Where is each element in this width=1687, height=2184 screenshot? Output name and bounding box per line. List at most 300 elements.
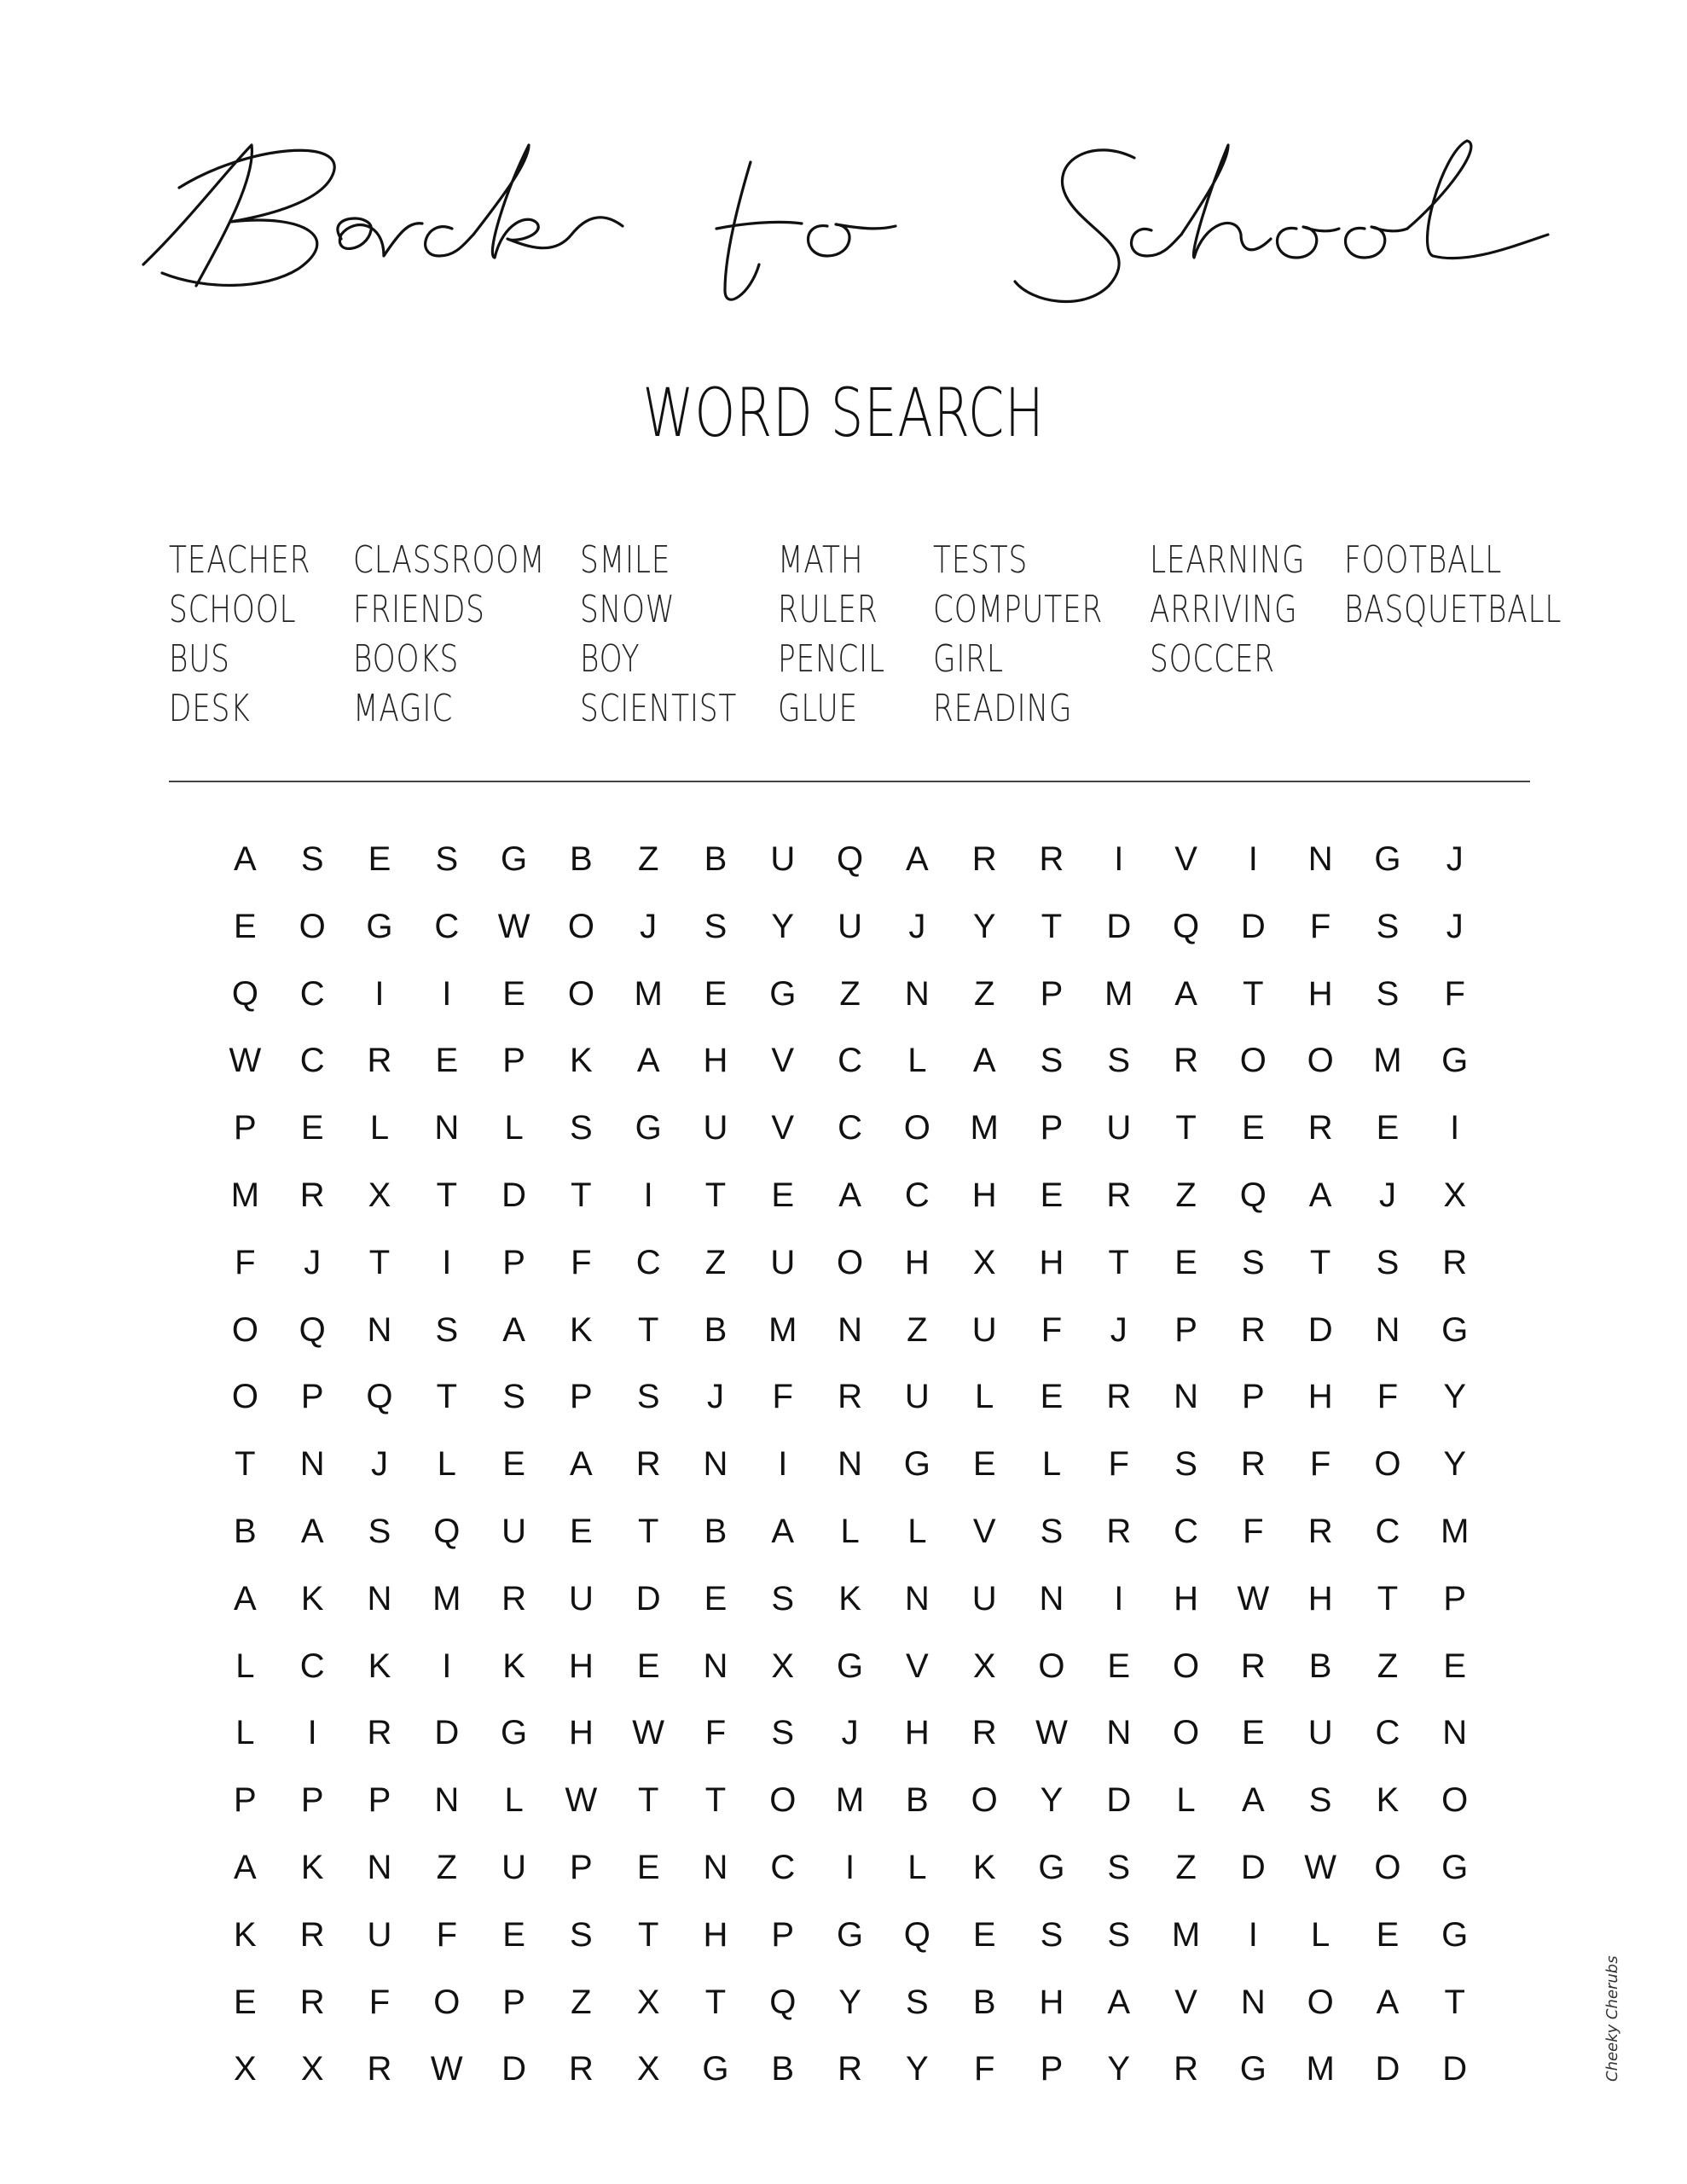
grid-letter: G (1441, 1915, 1469, 1954)
grid-letter: T (571, 1176, 592, 1214)
grid-letter: A (906, 840, 929, 878)
grid-letter: K (368, 1647, 391, 1685)
grid-letter: F (1444, 974, 1465, 1013)
grid-letter: J (1110, 1310, 1128, 1349)
grid-letter: A (838, 1176, 861, 1214)
grid-letter: R (1240, 1310, 1266, 1349)
grid-letter: X (636, 1983, 660, 2021)
grid-letter: Y (1040, 1781, 1064, 1820)
grid-letter: O (567, 907, 594, 945)
grid-letter: Y (771, 907, 795, 945)
grid-letter: S (570, 1915, 593, 1954)
grid-letter: L (504, 1781, 524, 1820)
grid-letter: N (703, 1647, 728, 1685)
grid-letter: Q (366, 1378, 393, 1416)
grid-letter: U (367, 1915, 392, 1954)
grid-letter: Z (1377, 1647, 1399, 1685)
grid-letter: O (769, 1781, 797, 1820)
grid-letter: A (300, 1512, 324, 1550)
grid-letter: L (1311, 1915, 1330, 1954)
grid-letter: O (567, 974, 594, 1013)
grid-letter: O (971, 1781, 998, 1820)
grid-letter: U (703, 1109, 728, 1147)
grid-letter: A (234, 1848, 257, 1886)
grid-letter: M (970, 1109, 999, 1147)
grid-letter: M (230, 1176, 260, 1214)
grid-letter: I (1450, 1109, 1460, 1147)
grid-letter: S (435, 840, 459, 878)
word-search-heading: WORD SEARCH (642, 375, 1045, 452)
grid-letter: L (1041, 1445, 1062, 1484)
grid-letter: Z (839, 974, 861, 1013)
grid-letter: B (704, 840, 728, 878)
grid-letter: N (367, 1579, 392, 1618)
grid-letter: N (367, 1310, 392, 1349)
grid-letter: S (1376, 907, 1400, 945)
grid-letter: T (436, 1176, 457, 1214)
grid-letter: S (502, 1378, 525, 1416)
grid-letter: F (436, 1915, 457, 1954)
word-bank-item: DESK (169, 687, 251, 730)
grid-letter: V (1174, 840, 1197, 878)
word-bank-item: FRIENDS (353, 588, 485, 631)
word-bank-item: READING (933, 687, 1073, 730)
grid-letter: N (904, 974, 930, 1013)
grid-letter: Y (972, 907, 996, 945)
grid-letter: J (304, 1243, 322, 1281)
grid-letter: J (370, 1445, 388, 1484)
divider (169, 781, 1530, 782)
grid-letter: S (570, 1109, 593, 1147)
grid-letter: P (300, 1378, 324, 1416)
grid-letter: E (636, 1848, 660, 1886)
word-bank-item: TESTS (933, 538, 1029, 582)
grid-letter: T (1108, 1243, 1129, 1281)
grid-letter: S (636, 1378, 660, 1416)
grid-letter: E (502, 974, 525, 1013)
grid-letter: G (366, 907, 393, 945)
grid-letter: D (1442, 2050, 1468, 2088)
grid-letter: U (770, 840, 796, 878)
grid-letter: S (1040, 1915, 1064, 1954)
grid-letter: E (1242, 1714, 1265, 1752)
grid-letter: D (501, 2050, 527, 2088)
grid-letter: K (300, 1579, 324, 1618)
grid-letter: Q (1239, 1176, 1267, 1214)
grid-letter: Y (1107, 2050, 1131, 2088)
script-title-lettering (128, 128, 1561, 324)
grid-letter: Q (231, 974, 258, 1013)
grid-letter: P (368, 1781, 391, 1820)
word-bank-column (778, 536, 915, 734)
grid-letter: L (907, 1848, 927, 1886)
grid-letter: E (704, 1579, 728, 1618)
grid-letter: C (434, 907, 460, 945)
grid-letter: E (435, 1042, 459, 1080)
grid-letter: E (1040, 1176, 1064, 1214)
grid-letter: D (434, 1714, 460, 1752)
grid-letter: H (1307, 1579, 1333, 1618)
grid-letter: L (840, 1512, 860, 1550)
grid-letter: V (972, 1512, 996, 1550)
grid-letter: N (367, 1848, 392, 1886)
grid-letter: T (1377, 1579, 1399, 1618)
grid-letter: R (1240, 1445, 1266, 1484)
grid-letter: J (706, 1378, 724, 1416)
word-bank-item: CLASSROOM (353, 538, 546, 582)
grid-letter: E (636, 1647, 660, 1685)
grid-letter: U (904, 1378, 930, 1416)
word-bank-item: SCIENTIST (580, 687, 738, 730)
grid-letter: B (704, 1512, 728, 1550)
grid-letter: I (643, 1176, 653, 1214)
grid-letter: M (634, 974, 663, 1013)
grid-letter: O (231, 1378, 258, 1416)
grid-letter: I (1114, 1579, 1124, 1618)
grid-letter: R (1307, 1109, 1333, 1147)
grid-letter: Z (973, 974, 995, 1013)
grid-letter: S (771, 1579, 795, 1618)
grid-letter: F (1309, 907, 1331, 945)
grid-letter: E (1107, 1647, 1131, 1685)
word-bank-item: BOY (580, 637, 641, 681)
word-bank-column (1344, 536, 1623, 635)
grid-letter: O (1307, 1983, 1334, 2021)
grid-letter: H (1307, 1378, 1333, 1416)
grid-letter: I (1114, 840, 1124, 878)
grid-letter: U (838, 907, 863, 945)
grid-letter: E (300, 1109, 324, 1147)
grid-letter: F (973, 2050, 995, 2088)
grid-letter: G (769, 974, 797, 1013)
grid-letter: Y (838, 1983, 861, 2021)
grid-letter: K (1376, 1781, 1400, 1820)
grid-letter: T (637, 1310, 659, 1349)
grid-letter: G (635, 1109, 662, 1147)
grid-letter: X (771, 1647, 795, 1685)
grid-letter: G (501, 1714, 528, 1752)
grid-letter: C (770, 1848, 796, 1886)
grid-letter: I (1248, 1915, 1258, 1954)
grid-letter: A (570, 1445, 593, 1484)
grid-letter: T (1444, 1983, 1465, 2021)
grid-letter: W (565, 1781, 598, 1820)
grid-letter: S (1376, 974, 1400, 1013)
grid-letter: X (368, 1176, 391, 1214)
grid-letter: S (1107, 1848, 1131, 1886)
grid-letter: X (1443, 1176, 1467, 1214)
grid-letter: Q (769, 1983, 797, 2021)
grid-letter: C (1375, 1714, 1400, 1752)
grid-letter: M (1441, 1512, 1470, 1550)
grid-letter: G (501, 840, 528, 878)
grid-letter: H (703, 1042, 728, 1080)
grid-letter: V (771, 1042, 795, 1080)
grid-letter: E (972, 1915, 996, 1954)
word-bank-column (353, 536, 600, 734)
word-bank-item: COMPUTER (933, 588, 1104, 631)
grid-letter: B (704, 1310, 728, 1349)
grid-letter: J (908, 907, 926, 945)
word-bank-item: FOOTBALL (1344, 538, 1503, 582)
word-bank-item: LEARNING (1150, 538, 1306, 582)
grid-letter: C (838, 1109, 863, 1147)
grid-letter: G (837, 1647, 864, 1685)
grid-letter: R (971, 1714, 997, 1752)
grid-letter: N (1039, 1579, 1064, 1618)
grid-letter: S (906, 1983, 929, 2021)
grid-letter: P (570, 1378, 593, 1416)
grid-letter: N (1375, 1310, 1400, 1349)
grid-letter: Y (1443, 1378, 1467, 1416)
grid-letter: R (299, 1176, 325, 1214)
grid-letter: K (972, 1848, 996, 1886)
grid-letter: R (1039, 840, 1064, 878)
grid-letter: U (770, 1243, 796, 1281)
grid-letter: H (568, 1647, 594, 1685)
grid-letter: F (1309, 1445, 1331, 1484)
grid-letter: T (368, 1243, 391, 1281)
grid-letter: X (636, 2050, 660, 2088)
grid-letter: W (497, 907, 530, 945)
grid-letter: E (570, 1512, 593, 1550)
grid-letter: E (502, 1915, 525, 1954)
grid-letter: P (502, 1243, 525, 1281)
grid-letter: E (234, 1983, 257, 2021)
grid-letter: N (838, 1310, 863, 1349)
grid-letter: H (1307, 974, 1333, 1013)
grid-letter: S (1107, 1915, 1131, 1954)
grid-letter: C (904, 1176, 930, 1214)
letter-grid (212, 826, 1488, 2103)
word-bank (169, 536, 1562, 749)
grid-letter: Z (637, 840, 659, 878)
grid-letter: U (971, 1310, 997, 1349)
grid-letter: T (1309, 1243, 1331, 1281)
grid-letter: E (1443, 1647, 1467, 1685)
grid-letter: F (235, 1243, 256, 1281)
grid-letter: O (1307, 1042, 1334, 1080)
grid-letter: F (1108, 1445, 1129, 1484)
word-bank-column (169, 536, 351, 734)
grid-letter: X (972, 1647, 996, 1685)
word-bank-item: MAGIC (353, 687, 454, 730)
grid-letter: L (907, 1512, 927, 1550)
grid-letter: R (971, 840, 997, 878)
grid-letter: T (704, 1781, 727, 1820)
grid-letter: P (502, 1042, 525, 1080)
grid-letter: L (235, 1714, 255, 1752)
grid-letter: B (771, 2050, 795, 2088)
grid-letter: L (975, 1378, 994, 1416)
grid-letter: P (234, 1109, 257, 1147)
grid-letter: P (234, 1781, 257, 1820)
grid-letter: M (1306, 2050, 1335, 2088)
grid-letter: Q (299, 1310, 326, 1349)
word-bank-item: TEACHER (169, 538, 311, 582)
grid-letter: O (903, 1109, 930, 1147)
grid-letter: E (1376, 1109, 1400, 1147)
grid-letter: H (1039, 1243, 1064, 1281)
grid-letter: S (368, 1512, 391, 1550)
grid-letter: H (1174, 1579, 1198, 1618)
grid-letter: O (1374, 1445, 1401, 1484)
grid-letter: E (368, 840, 391, 878)
grid-letter: T (637, 1781, 659, 1820)
grid-letter: N (904, 1579, 930, 1618)
grid-letter: S (1242, 1243, 1265, 1281)
grid-letter: G (1374, 840, 1401, 878)
grid-letter: O (1374, 1848, 1401, 1886)
grid-letter: A (234, 840, 257, 878)
grid-letter: Z (1175, 1848, 1197, 1886)
grid-letter: C (838, 1042, 863, 1080)
grid-letter: L (437, 1445, 456, 1484)
grid-letter: K (570, 1310, 593, 1349)
grid-letter: R (635, 1445, 661, 1484)
grid-letter: R (838, 1378, 863, 1416)
grid-letter: O (1172, 1647, 1200, 1685)
grid-letter: N (838, 1445, 863, 1484)
grid-letter: S (1040, 1042, 1064, 1080)
grid-letter: P (1443, 1579, 1467, 1618)
grid-letter: E (972, 1445, 996, 1484)
grid-letter: X (234, 2050, 257, 2088)
grid-letter: U (501, 1848, 527, 1886)
grid-letter: O (231, 1310, 258, 1349)
grid-letter: Y (1443, 1445, 1467, 1484)
grid-letter: O (1441, 1781, 1469, 1820)
word-bank-item: SCHOOL (169, 588, 297, 631)
grid-letter: K (234, 1915, 257, 1954)
grid-letter: A (636, 1042, 660, 1080)
grid-letter: F (772, 1378, 793, 1416)
grid-letter: W (1304, 1848, 1337, 1886)
grid-letter: I (778, 1445, 788, 1484)
grid-letter: A (1107, 1983, 1131, 2021)
grid-letter: F (704, 1714, 727, 1752)
grid-letter: S (1376, 1243, 1400, 1281)
word-bank-item: RULER (778, 588, 878, 631)
grid-letter: G (1239, 2050, 1267, 2088)
grid-letter: S (1107, 1042, 1131, 1080)
grid-letter: P (502, 1983, 525, 2021)
grid-letter: T (704, 1983, 727, 2021)
grid-letter: L (235, 1647, 255, 1685)
grid-letter: B (234, 1512, 257, 1550)
grid-letter: A (1376, 1983, 1400, 2021)
grid-letter: F (571, 1243, 592, 1281)
grid-letter: G (903, 1445, 930, 1484)
grid-letter: Y (906, 2050, 929, 2088)
grid-letter: M (1373, 1042, 1402, 1080)
grid-letter: U (1307, 1714, 1333, 1752)
grid-letter: Z (571, 1983, 592, 2021)
word-bank-item: BASQUETBALL (1344, 588, 1562, 631)
grid-letter: S (704, 907, 728, 945)
grid-letter: Q (903, 1915, 930, 1954)
word-bank-item: SMILE (580, 538, 671, 582)
grid-letter: D (1106, 1781, 1132, 1820)
grid-letter: T (235, 1445, 256, 1484)
grid-letter: C (1375, 1512, 1400, 1550)
grid-letter: D (635, 1579, 661, 1618)
grid-letter: T (1243, 974, 1264, 1013)
word-bank-item: BUS (169, 637, 230, 681)
grid-letter: J (1446, 907, 1464, 945)
grid-letter: B (906, 1781, 929, 1820)
grid-letter: T (1041, 907, 1063, 945)
grid-letter: A (234, 1579, 257, 1618)
grid-letter: O (837, 1243, 864, 1281)
grid-letter: I (442, 1243, 452, 1281)
grid-letter: E (1242, 1109, 1265, 1147)
grid-letter: Z (907, 1310, 928, 1349)
word-bank-column (580, 536, 781, 734)
grid-letter: K (300, 1848, 324, 1886)
grid-letter: R (1174, 1042, 1198, 1080)
grid-letter: W (1035, 1714, 1068, 1752)
grid-letter: D (1375, 2050, 1400, 2088)
credit-text: Cheeky Cherubs (1603, 1955, 1621, 2082)
grid-letter: C (299, 1647, 325, 1685)
grid-letter: R (1307, 1512, 1333, 1550)
grid-letter: P (1040, 2050, 1064, 2088)
page-title (128, 128, 1561, 324)
grid-letter: E (234, 907, 257, 945)
grid-letter: E (1174, 1243, 1197, 1281)
grid-letter: G (1038, 1848, 1065, 1886)
grid-letter: D (1240, 907, 1266, 945)
grid-letter: O (299, 907, 326, 945)
grid-letter: O (1172, 1714, 1200, 1752)
grid-letter: N (1307, 840, 1333, 878)
grid-letter: T (1175, 1109, 1197, 1147)
grid-letter: R (1442, 1243, 1468, 1281)
grid-letter: H (904, 1243, 930, 1281)
grid-letter: G (1441, 1848, 1469, 1886)
grid-letter: I (845, 1848, 855, 1886)
grid-letter: G (1441, 1042, 1469, 1080)
grid-letter: I (442, 974, 452, 1013)
grid-letter: W (632, 1714, 665, 1752)
grid-letter: J (1378, 1176, 1396, 1214)
grid-letter: T (436, 1378, 457, 1416)
grid-letter: T (637, 1512, 659, 1550)
grid-letter: U (1106, 1109, 1132, 1147)
grid-letter: L (369, 1109, 390, 1147)
grid-letter: H (703, 1915, 728, 1954)
grid-letter: R (838, 2050, 863, 2088)
grid-letter: Q (433, 1512, 461, 1550)
grid-letter: V (906, 1647, 929, 1685)
grid-letter: P (1242, 1378, 1265, 1416)
word-bank-column (933, 536, 1151, 734)
grid-letter: N (703, 1848, 728, 1886)
grid-letter: R (1106, 1378, 1132, 1416)
grid-letter: W (229, 1042, 262, 1080)
grid-letter: R (501, 1579, 527, 1618)
grid-letter: C (635, 1243, 661, 1281)
grid-letter: H (904, 1714, 930, 1752)
grid-letter: J (1446, 840, 1464, 878)
grid-letter: W (1237, 1579, 1270, 1618)
grid-letter: P (1040, 974, 1064, 1013)
grid-letter: A (1174, 974, 1197, 1013)
grid-letter: R (568, 2050, 594, 2088)
grid-letter: N (1240, 1983, 1266, 2021)
grid-letter: N (1106, 1714, 1132, 1752)
